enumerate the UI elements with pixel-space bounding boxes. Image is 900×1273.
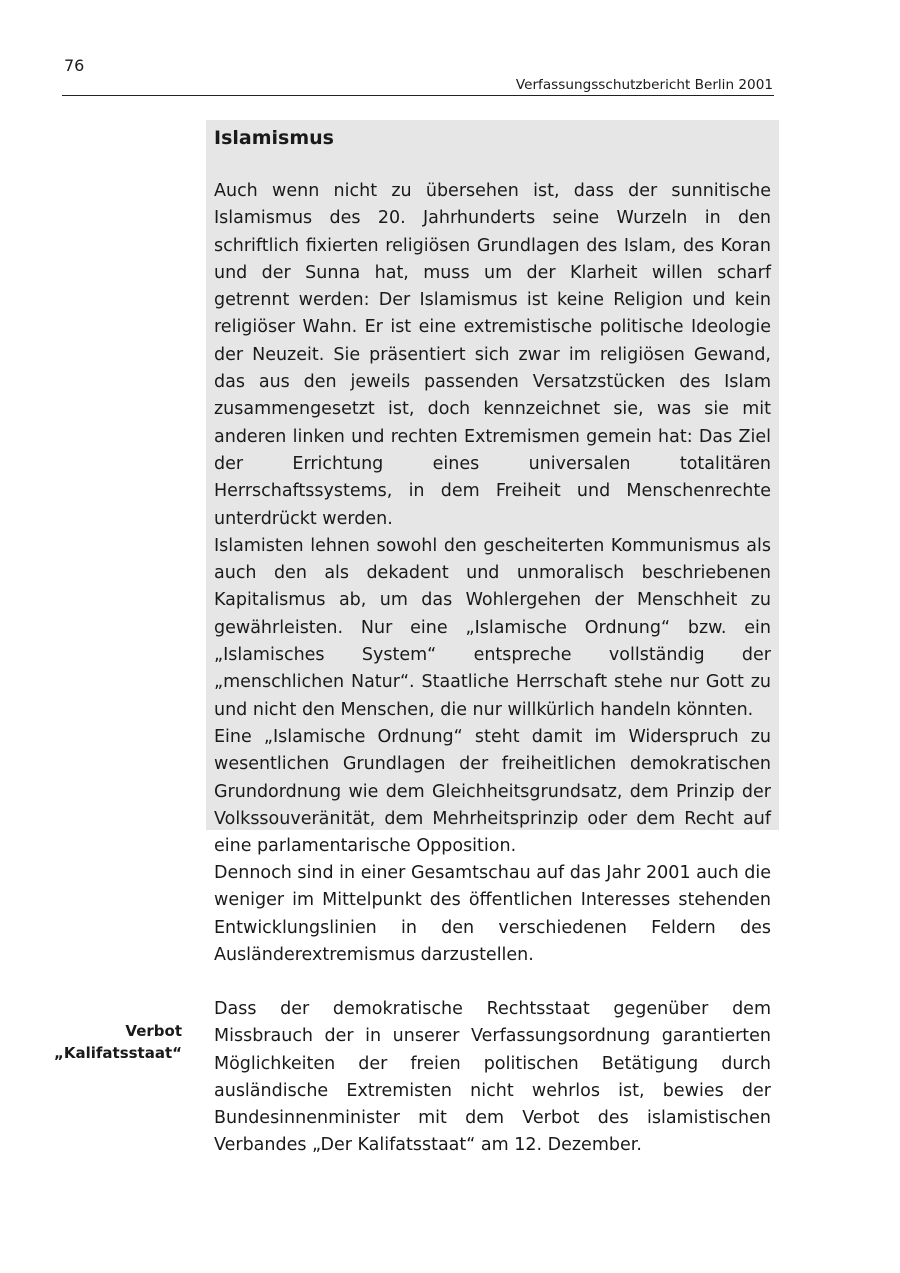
body-paragraph-text: Dass der demokratische Rechtsstaat gegenüber dem Missbrauch der in unserer Verfassungsordnung garantierten Möglichkeiten der freien politischen Betätigung durch ausländische Extremisten nicht wehrlos ist, bewies der Bundesinnenminister mit dem Verbot des islamistischen Verbandes „Der Kalifatsstaat“ am 12. Dezember. [214, 999, 771, 1156]
body-paragraph [214, 996, 771, 1160]
info-box-paragraph: Auch wenn nicht zu übersehen ist, dass der sunnitische Islamismus des 20. Jahrhunderts seine Wurzeln in den schriftlich fixierten religiösen Grundlagen des Islam, des Koran und der Sunna hat, muss um der Klarheit willen scharf getrennt werden: Der Islamismus ist keine Religion und kein religiöser Wahn. Er ist eine extremistische politische Ideologie der Neuzeit. Sie präsentiert sich zwar im religiösen Gewand, das aus den jeweils passenden Versatzstücken des Islam zusammengesetzt ist, doch kennzeichnet sie, was sie mit anderen linken und rechten Extremismen gemein hat: Das Ziel der Errichtung eines universalen totalitären Herrschaftssystems, in dem Freiheit und Menschenrechte unterdrückt werden. [214, 181, 771, 529]
running-head [62, 76, 774, 96]
body-paragraph [214, 860, 771, 969]
info-box-paragraph: Islamisten lehnen sowohl den gescheiterten Kommunismus als auch den als dekadent und unmoralisch beschriebenen Kapitalismus ab, um das Wohlergehen der Menschheit zu gewährleisten. Nur eine „Islamische Ordnung“ bzw. ein „Islamisches System“ entspreche vollständig der „menschlichen Natur“. Staatliche Herrschaft stehe nur Gott zu und nicht den Menschen, die nur willkürlich handeln könnten. [214, 535, 771, 720]
info-box-title: Islamismus [214, 127, 334, 149]
margin-note-line: Verbot [125, 1022, 182, 1040]
margin-note-line: „Kalifatsstaat“ [53, 1044, 182, 1062]
page-number: 76 [64, 56, 85, 75]
info-box-paragraph: Eine „Islamische Ordnung“ steht damit im Widerspruch zu wesentlichen Grundlagen der freiheitlichen demokratischen Grundordnung wie dem Gleichheitsgrundsatz, dem Prinzip der Volkssouveränität, dem Mehrheitsprinzip oder dem Recht auf eine parlamentarische Opposition. [214, 726, 771, 857]
running-head-title: Verfassungsschutzbericht Berlin 2001 [515, 77, 773, 93]
info-box-text [214, 178, 771, 860]
margin-note [54, 1020, 182, 1064]
body-paragraph-text: Dennoch sind in einer Gesamtschau auf das Jahr 2001 auch die weniger im Mittelpunkt des öffentlichen Interesses stehenden Entwicklungslinien in den verschiedenen Feldern des Ausländerextremismus darzustellen. [214, 863, 771, 965]
